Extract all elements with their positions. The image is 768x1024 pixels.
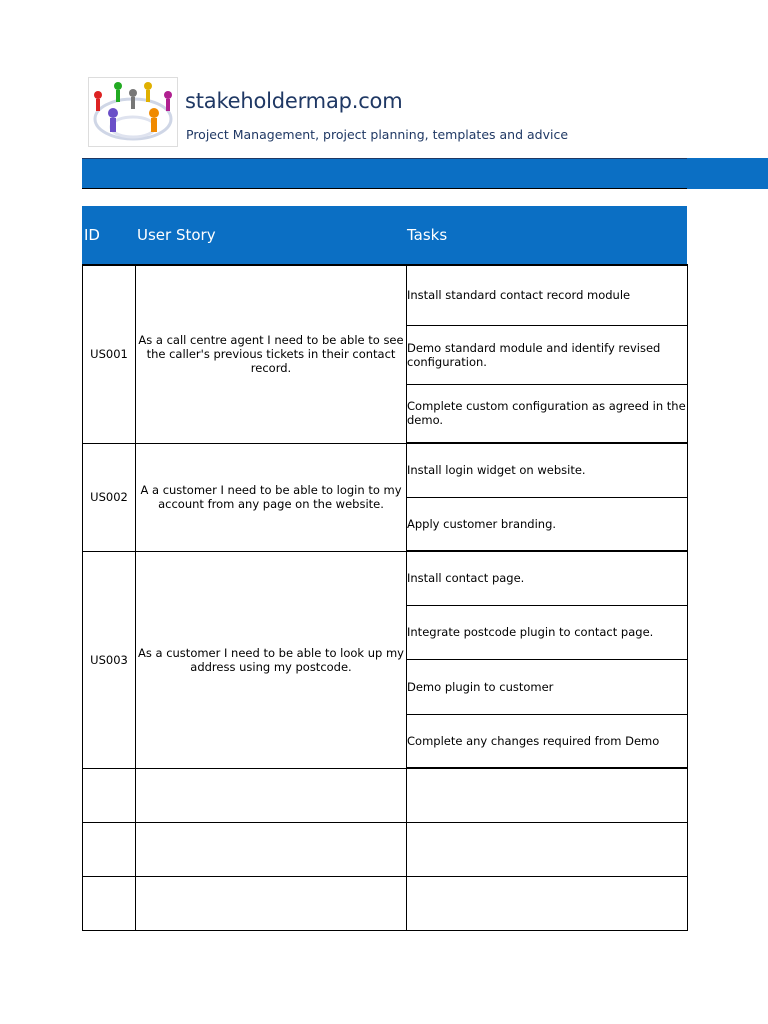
task-cell: Complete custom configuration as agreed in the demo. (407, 384, 688, 443)
table-row (83, 265, 688, 325)
empty-cell (136, 876, 407, 930)
story-text: A a customer I need to be able to login to my account from any page on the website. (136, 443, 407, 551)
divider (82, 158, 687, 159)
story-id: US001 (83, 265, 136, 443)
story-id: US003 (83, 551, 136, 768)
task-cell: Integrate postcode plugin to contact page. (407, 605, 688, 659)
empty-cell (407, 876, 688, 930)
empty-cell (83, 822, 136, 876)
column-header-id: ID (84, 226, 100, 244)
empty-cell (407, 822, 688, 876)
empty-row (83, 768, 688, 822)
user-story-table (82, 264, 688, 931)
brand-name: stakeholdermap.com (185, 89, 403, 113)
divider (82, 188, 687, 189)
empty-cell (83, 876, 136, 930)
task-cell: Install contact page. (407, 551, 688, 605)
empty-row (83, 822, 688, 876)
empty-cell (83, 768, 136, 822)
task-cell: Install login widget on website. (407, 443, 688, 497)
empty-cell (136, 822, 407, 876)
story-text: As a customer I need to be able to look up my address using my postcode. (136, 551, 407, 768)
story-text: As a call centre agent I need to be able to see the caller's previous tickets in their contact record. (136, 265, 407, 443)
column-header-story: User Story (137, 226, 216, 244)
story-id: US002 (83, 443, 136, 551)
task-cell: Install standard contact record module (407, 265, 688, 325)
brand-tagline: Project Management, project planning, templates and advice (186, 127, 569, 142)
column-header-tasks: Tasks (407, 226, 448, 244)
task-cell: Apply customer branding. (407, 497, 688, 551)
table-row (83, 443, 688, 497)
title-band (82, 158, 768, 189)
table-row (83, 551, 688, 605)
task-cell: Demo standard module and identify revised configuration. (407, 325, 688, 384)
empty-cell (407, 768, 688, 822)
task-cell: Demo plugin to customer (407, 659, 688, 714)
empty-cell (136, 768, 407, 822)
empty-row (83, 876, 688, 930)
task-cell: Complete any changes required from Demo (407, 714, 688, 768)
stakeholder-logo-icon (88, 77, 178, 147)
